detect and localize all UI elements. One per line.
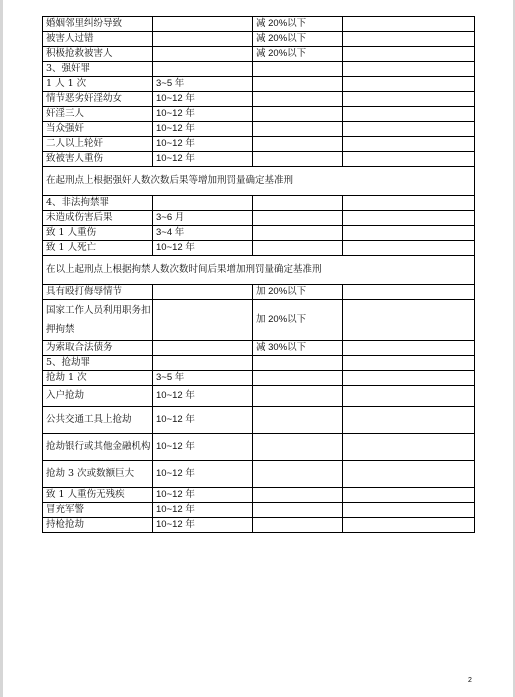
row-adjust: [253, 386, 343, 407]
row-adjust: [253, 434, 343, 461]
row-term: 10~12 年: [153, 107, 253, 122]
table-note-row: [43, 167, 475, 196]
row-extra: [343, 122, 475, 137]
row-adjust: [253, 407, 343, 434]
row-extra: [343, 371, 475, 386]
table-row: [43, 137, 475, 152]
row-extra: [343, 503, 475, 518]
row-extra: [343, 341, 475, 356]
document-page: [3, 0, 513, 697]
row-adjust: [253, 226, 343, 241]
row-label: 持枪抢劫: [43, 518, 153, 533]
row-adjust: [253, 77, 343, 92]
row-term: [153, 32, 253, 47]
row-extra: [343, 434, 475, 461]
sentencing-table: [42, 16, 475, 533]
row-term: 10~12 年: [153, 518, 253, 533]
row-term: [153, 196, 253, 211]
row-term: 10~12 年: [153, 503, 253, 518]
row-extra: [343, 152, 475, 167]
table-row: [43, 356, 475, 371]
row-label: 抢劫银行或其他金融机构: [43, 434, 153, 461]
row-label: 当众强奸: [43, 122, 153, 137]
row-term: [153, 62, 253, 77]
row-adjust: [253, 62, 343, 77]
row-extra: [343, 32, 475, 47]
row-label: 致 1 人死亡: [43, 241, 153, 256]
row-term: [153, 285, 253, 300]
row-label: 二人以上轮奸: [43, 137, 153, 152]
table-note-row: [43, 256, 475, 285]
row-adjust: [253, 241, 343, 256]
table-row: [43, 77, 475, 92]
row-adjust: [253, 461, 343, 488]
row-extra: [343, 77, 475, 92]
row-term: 3~5 年: [153, 77, 253, 92]
row-term: 10~12 年: [153, 386, 253, 407]
row-term: [153, 300, 253, 341]
row-adjust: 加 20%以下: [253, 285, 343, 300]
table-row: [43, 62, 475, 77]
row-extra: [343, 137, 475, 152]
row-extra: [343, 285, 475, 300]
table-row: [43, 32, 475, 47]
row-extra: [343, 461, 475, 488]
table-row: [43, 241, 475, 256]
row-adjust: [253, 356, 343, 371]
row-extra: [343, 47, 475, 62]
table-row: [43, 47, 475, 62]
row-term: 10~12 年: [153, 407, 253, 434]
table-row: [43, 285, 475, 300]
row-term: [153, 341, 253, 356]
row-extra: [343, 488, 475, 503]
row-extra: [343, 92, 475, 107]
table-note: 在起刑点上根据强奸人数次数后果等增加刑罚量确定基准刑: [43, 167, 475, 196]
table-row: [43, 461, 475, 488]
row-extra: [343, 241, 475, 256]
table-note: 在以上起刑点上根据拘禁人数次数时间后果增加刑罚量确定基准刑: [43, 256, 475, 285]
row-label: 致 1 人重伤无残疾: [43, 488, 153, 503]
row-adjust: 减 20%以下: [253, 17, 343, 32]
row-term: 10~12 年: [153, 241, 253, 256]
row-term: 10~12 年: [153, 122, 253, 137]
row-term: [153, 47, 253, 62]
row-term: 3~4 年: [153, 226, 253, 241]
row-adjust: [253, 152, 343, 167]
row-label: 1 人 1 次: [43, 77, 153, 92]
table-row: [43, 371, 475, 386]
table-row: [43, 386, 475, 407]
row-adjust: 加 20%以下: [253, 300, 343, 341]
row-label: 奸淫三人: [43, 107, 153, 122]
section-heading: 4、非法拘禁罪: [43, 196, 153, 211]
row-label: 情节恶劣奸淫幼女: [43, 92, 153, 107]
row-adjust: [253, 211, 343, 226]
table-row: [43, 518, 475, 533]
row-label: 婚姻邻里纠纷导致: [43, 17, 153, 32]
table-row: [43, 488, 475, 503]
row-label: 为索取合法债务: [43, 341, 153, 356]
row-adjust: [253, 137, 343, 152]
row-term: 10~12 年: [153, 137, 253, 152]
row-extra: [343, 226, 475, 241]
row-term: 10~12 年: [153, 488, 253, 503]
row-label: 抢劫 3 次或数额巨大: [43, 461, 153, 488]
row-extra: [343, 196, 475, 211]
row-extra: [343, 17, 475, 32]
row-extra: [343, 62, 475, 77]
row-adjust: 减 30%以下: [253, 341, 343, 356]
table-row: [43, 341, 475, 356]
table-row: [43, 122, 475, 137]
section-heading: 3、强奸罪: [43, 62, 153, 77]
table-row: [43, 226, 475, 241]
row-adjust: 减 20%以下: [253, 47, 343, 62]
table-row: [43, 407, 475, 434]
table-row: [43, 107, 475, 122]
row-extra: [343, 356, 475, 371]
row-adjust: [253, 122, 343, 137]
row-term: 10~12 年: [153, 152, 253, 167]
row-adjust: [253, 518, 343, 533]
page-number: 2: [468, 677, 472, 684]
row-term: 10~12 年: [153, 434, 253, 461]
row-adjust: [253, 107, 343, 122]
row-label: 入户抢劫: [43, 386, 153, 407]
row-adjust: [253, 488, 343, 503]
table-row: [43, 503, 475, 518]
row-label: 被害人过错: [43, 32, 153, 47]
row-adjust: [253, 503, 343, 518]
row-label: 未造成伤害后果: [43, 211, 153, 226]
table-row: [43, 211, 475, 226]
row-adjust: [253, 92, 343, 107]
row-extra: [343, 407, 475, 434]
row-label: 致被害人重伤: [43, 152, 153, 167]
row-label: 公共交通工具上抢劫: [43, 407, 153, 434]
table-row: [43, 17, 475, 32]
row-extra: [343, 300, 475, 341]
row-extra: [343, 211, 475, 226]
row-term: 10~12 年: [153, 92, 253, 107]
row-label: 国家工作人员利用职务扣押拘禁: [43, 300, 153, 341]
table-row: [43, 152, 475, 167]
row-term: 3~6 月: [153, 211, 253, 226]
row-label: 积极抢救被害人: [43, 47, 153, 62]
table-row: [43, 92, 475, 107]
row-label: 抢劫 1 次: [43, 371, 153, 386]
row-adjust: 减 20%以下: [253, 32, 343, 47]
row-label: 致 1 人重伤: [43, 226, 153, 241]
row-term: [153, 356, 253, 371]
row-label: 具有殴打侮辱情节: [43, 285, 153, 300]
table-row: [43, 300, 475, 341]
table-row: [43, 196, 475, 211]
row-extra: [343, 518, 475, 533]
row-term: 3~5 年: [153, 371, 253, 386]
row-adjust: [253, 371, 343, 386]
row-extra: [343, 107, 475, 122]
row-extra: [343, 386, 475, 407]
row-term: [153, 17, 253, 32]
row-term: 10~12 年: [153, 461, 253, 488]
row-adjust: [253, 196, 343, 211]
row-label: 冒充军警: [43, 503, 153, 518]
section-heading: 5、抢劫罪: [43, 356, 153, 371]
table-row: [43, 434, 475, 461]
